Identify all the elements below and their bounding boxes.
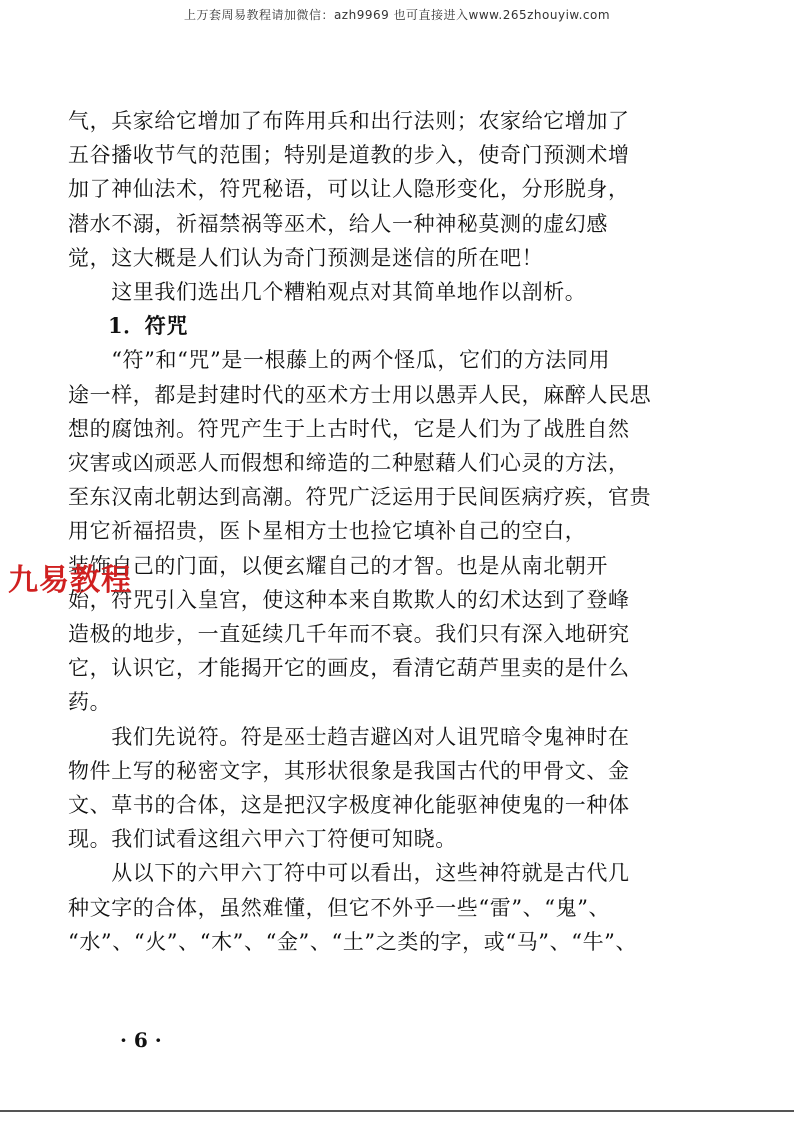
- page-number: · 6 ·: [120, 1028, 162, 1052]
- text-line: 种文字的合体，虽然难懂，但它不外乎一些“雷”、“鬼”、: [68, 895, 611, 920]
- text-line: 灾害或凶顽恶人而假想和缔造的二种慰藉人们心灵的方法，: [68, 451, 630, 476]
- text-line: 从以下的六甲六丁符中可以看出，这些神符就是古代几: [68, 861, 630, 886]
- text-line: 它，认识它，才能揭开它的画皮，看清它葫芦里卖的是什么: [68, 656, 630, 681]
- text-line: 这里我们选出几个糟粕观点对其简单地作以剖析。: [68, 280, 587, 305]
- text-line: 途一样，都是封建时代的巫术方士用以愚弄人民，麻醉人民思: [68, 382, 652, 407]
- bottom-divider: [0, 1110, 794, 1112]
- text-line: 造极的地步，一直延续几千年而不衰。我们只有深入地研究: [68, 622, 630, 647]
- text-line: 至东汉南北朝达到高潮。符咒广泛运用于民间医病疗疾，官贵: [68, 485, 652, 510]
- header-banner: 上万套周易教程请加微信：azh9969 也可直接进入www.265zhouyiw.com: [183, 8, 611, 22]
- text-line: 加了神仙法术，符咒秘语，可以让人隐形变化，分形脱身，: [68, 177, 630, 202]
- text-line: 物件上写的秘密文字，其形状很象是我国古代的甲骨文、金: [68, 758, 630, 783]
- watermark-logo: 九易教程: [8, 563, 132, 598]
- text-line: 现。我们试看这组六甲六丁符便可知晓。: [68, 827, 457, 852]
- text-line: 想的腐蚀剂。符咒产生于上古时代，它是人们为了战胜自然: [68, 416, 630, 441]
- page-body: [68, 104, 668, 959]
- text-line: 五谷播收节气的范围；特别是道教的步入，使奇门预测术增: [68, 143, 630, 168]
- text-line: 我们先说符。符是巫士趋吉避凶对人诅咒暗令鬼神时在: [68, 724, 630, 749]
- text-line: 觉，这大概是人们认为奇门预测是迷信的所在吧！: [68, 245, 544, 270]
- text-line: 潜水不溺，祈福禁祸等巫术，给人一种神秘莫测的虚幻感: [68, 211, 608, 236]
- section-heading: 1．符咒: [108, 313, 189, 339]
- text-line: 药。: [68, 690, 112, 715]
- text-line: “符”和“咒”是一根藤上的两个怪瓜，它们的方法同用: [68, 348, 611, 373]
- text-line: 始，符咒引入皇宫，使这种本来自欺欺人的幻术达到了登峰: [68, 587, 630, 612]
- text-line: 用它祈福招贵，医卜星相方士也捡它填补自己的空白，: [68, 519, 587, 544]
- text-line: “水”、“火”、“木”、“金”、“土”之类的字，或“马”、“牛”、: [68, 929, 638, 954]
- text-line: 气，兵家给它增加了布阵用兵和出行法则；农家给它增加了: [68, 109, 630, 133]
- text-line: 装饰自己的门面，以便玄耀自己的才智。也是从南北朝开: [68, 553, 608, 578]
- text-line: 文、草书的合体，这是把汉字极度神化能驱神使鬼的一种体: [68, 793, 630, 818]
